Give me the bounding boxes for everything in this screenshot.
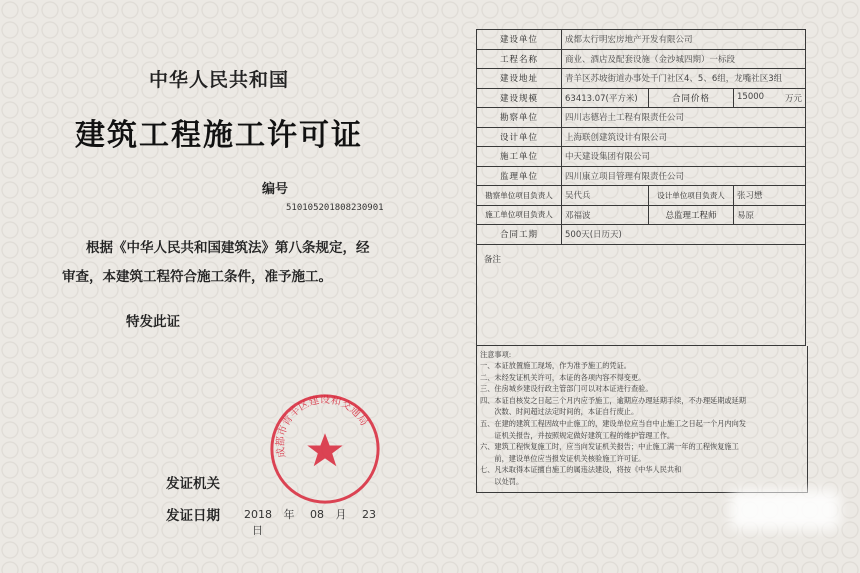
design-pm-label: 设计单位项目负责人	[649, 186, 734, 206]
issuer-label: 发证机关	[166, 476, 220, 492]
table-row	[477, 225, 806, 245]
row-label: 设计单位	[477, 127, 562, 147]
row-label: 建设地址	[477, 69, 562, 89]
notices-title: 注意事项:	[480, 349, 512, 359]
notice-item: 次数、时间超过法定时间的，本证自行废止。	[480, 407, 639, 417]
row-label: 建设单位	[477, 30, 562, 50]
period-label: 合同工期	[477, 225, 562, 245]
table-row	[477, 244, 806, 345]
row-label: 勘察单位	[477, 108, 562, 128]
row-label: 施工单位	[477, 147, 562, 167]
price-cell	[734, 88, 806, 108]
chief-engineer-label: 总监理工程师	[649, 205, 734, 225]
row-value: 上海联创建筑设计有限公司	[562, 127, 806, 147]
official-seal-icon	[266, 390, 384, 508]
notice-item: 七、凡未取得本证擅自施工的属违法建设，将按《中华人民共和	[480, 465, 682, 475]
day-unit: 日	[252, 524, 263, 537]
table-row	[477, 166, 806, 186]
table-row	[477, 147, 806, 167]
issue-date-label: 发证日期	[166, 508, 220, 524]
project-info-table	[476, 29, 806, 346]
construct-pm-label: 施工单位项目负责人	[477, 205, 562, 225]
issue-date	[244, 506, 384, 538]
certificate-number: 510105201808230901	[286, 203, 384, 213]
survey-pm-value: 吴代兵	[562, 186, 649, 206]
row-label: 监理单位	[477, 166, 562, 186]
certificate-body: 根据《中华人民共和国建筑法》第八条规定，经审查，本建筑工程符合施工条件，准予施工。	[62, 240, 370, 285]
issue-day: 23	[362, 508, 376, 521]
scale-label: 建设规模	[477, 88, 562, 108]
table-row	[477, 69, 806, 89]
year-unit: 年	[283, 508, 295, 521]
table-row	[477, 127, 806, 147]
notice-item: 二、未经发证机关许可，本证的各项内容不得变更。	[480, 372, 646, 382]
certificate-right-page	[476, 29, 806, 524]
row-value: 商业、酒店及配套设施（金沙城四期）一标段	[562, 49, 806, 69]
price-label: 合同价格	[649, 88, 734, 108]
certificate-left-page	[54, 20, 384, 560]
row-value: 四川志德岩土工程有限责任公司	[562, 108, 806, 128]
remark-cell	[477, 244, 806, 345]
construct-pm-value: 邓福波	[562, 205, 649, 225]
svg-text:成都市青羊区建设和交通局: 成都市青羊区建设和交通局	[274, 393, 371, 459]
table-row	[477, 30, 806, 50]
table-row	[477, 88, 806, 108]
notice-item: 一、本证放置施工现场，作为准予施工的凭证。	[480, 361, 631, 371]
table-row	[477, 108, 806, 128]
design-pm-value: 张习懋	[734, 186, 806, 206]
issue-year: 2018	[244, 508, 272, 521]
remark-label: 备注	[484, 254, 502, 265]
notice-item: 前，建设单位应当报发证机关核验施工许可证。	[480, 453, 646, 463]
notice-item: 三、住房城乡建设行政主管部门可以对本证进行查验。	[480, 384, 653, 394]
row-value: 成都太行明宏房地产开发有限公司	[562, 30, 806, 50]
notice-item: 证机关报告，并按照规定做好建筑工程的维护管理工作。	[480, 430, 675, 440]
notice-item: 四、本证自核发之日起三个月内应予施工，逾期应办理延期手续，不办理延期或延期	[480, 395, 746, 405]
notice-item: 六、建筑工程恢复施工时，应当向发证机关报告；中止施工满一年的工程恢复施工	[480, 442, 739, 452]
month-unit: 月	[335, 508, 347, 521]
notice-item: 以处罚。	[480, 477, 524, 487]
survey-pm-label: 勘察单位项目负责人	[477, 186, 562, 206]
price-unit: 万元	[784, 93, 802, 104]
price-value: 15000	[737, 91, 765, 102]
country-heading: 中华人民共和国	[148, 69, 289, 91]
period-value: 500天(日历天)	[562, 225, 806, 245]
watermark-blur	[730, 490, 840, 530]
special-issue-text: 特发此证	[126, 314, 180, 330]
scale-value: 63413.07(平方米)	[562, 88, 649, 108]
notices-box	[476, 346, 808, 493]
issue-month: 08	[310, 508, 324, 521]
notice-item: 五、在建的建筑工程因故中止施工的，建设单位应当自中止施工之日起一个月内向发	[480, 419, 746, 429]
chief-engineer-value: 易原	[734, 205, 806, 225]
table-row	[477, 186, 806, 206]
table-row	[477, 49, 806, 69]
row-value: 四川康立项目管理有限责任公司	[562, 166, 806, 186]
row-value: 青羊区苏坡街道办事处千门社区4、5、6组，龙嘴社区3组	[562, 69, 806, 89]
row-value: 中天建设集团有限公司	[562, 147, 806, 167]
certificate-title: 建筑工程施工许可证	[75, 118, 363, 153]
row-label: 工程名称	[477, 49, 562, 69]
number-label: 编号	[262, 182, 289, 197]
table-row	[477, 205, 806, 225]
